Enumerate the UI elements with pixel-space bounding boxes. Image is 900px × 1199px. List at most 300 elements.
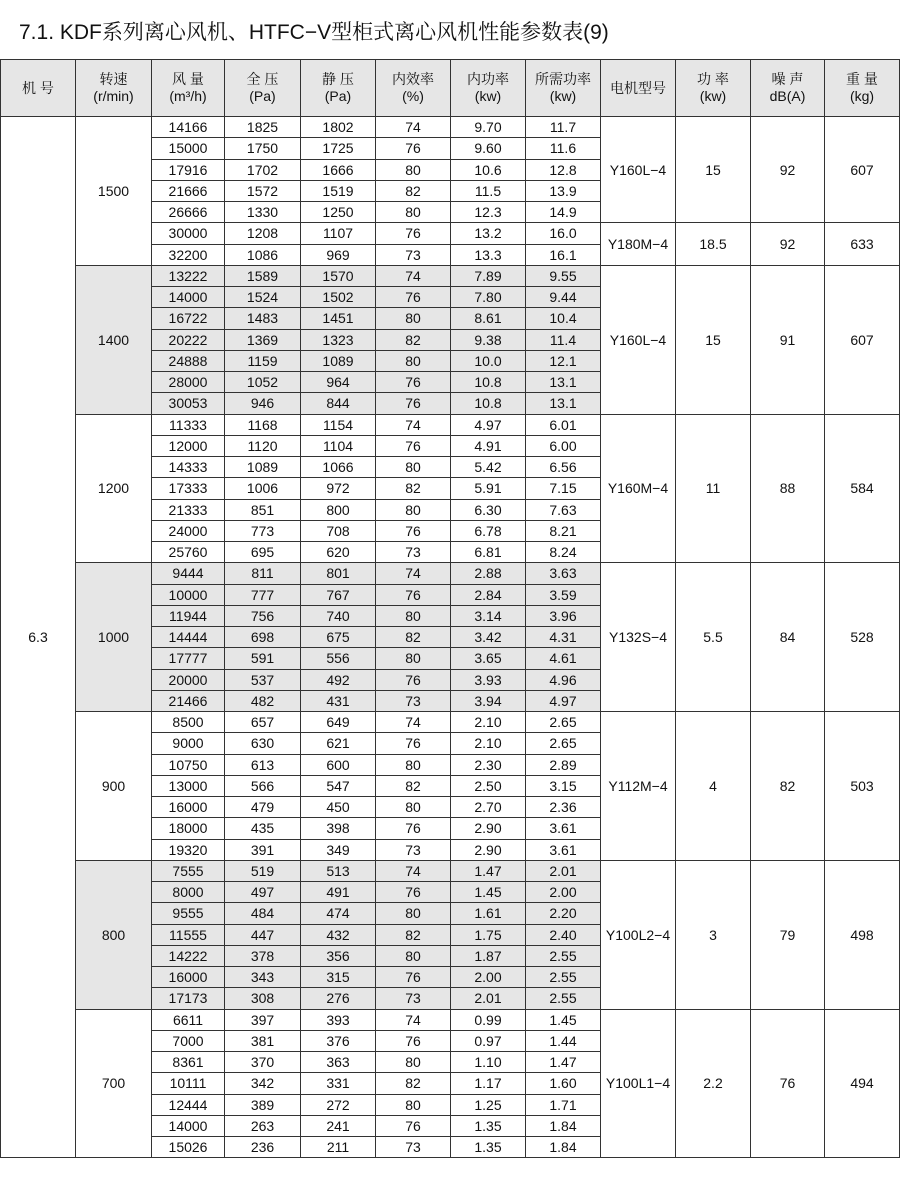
table-row [1,265,900,286]
airflow-cell: 14222 [152,945,225,966]
static-pressure-cell: 1323 [301,329,376,350]
total-pressure-cell: 435 [225,818,301,839]
airflow-cell: 13000 [152,775,225,796]
required-power-cell: 8.21 [526,520,601,541]
static-pressure-cell: 1666 [301,159,376,180]
airflow-cell: 8000 [152,882,225,903]
table-row [1,563,900,584]
total-pressure-cell: 657 [225,712,301,733]
airflow-cell: 8361 [152,1052,225,1073]
internal-efficiency-cell: 80 [376,1094,451,1115]
internal-efficiency-cell: 82 [376,775,451,796]
airflow-cell: 15000 [152,138,225,159]
internal-power-cell: 3.93 [451,669,526,690]
required-power-cell: 1.45 [526,1009,601,1030]
internal-power-cell: 4.97 [451,414,526,435]
weight-cell: 528 [825,563,900,712]
internal-power-cell: 2.70 [451,797,526,818]
airflow-cell: 11944 [152,605,225,626]
header-weight: 重 量 (kg) [825,60,900,117]
internal-efficiency-cell: 76 [376,733,451,754]
required-power-cell: 2.55 [526,988,601,1009]
internal-efficiency-cell: 74 [376,860,451,881]
static-pressure-cell: 393 [301,1009,376,1030]
airflow-cell: 18000 [152,818,225,839]
internal-power-cell: 1.35 [451,1115,526,1136]
internal-efficiency-cell: 80 [376,202,451,223]
internal-power-cell: 1.87 [451,945,526,966]
total-pressure-cell: 479 [225,797,301,818]
internal-power-cell: 3.94 [451,690,526,711]
airflow-cell: 20000 [152,669,225,690]
internal-power-cell: 1.61 [451,903,526,924]
static-pressure-cell: 272 [301,1094,376,1115]
static-pressure-cell: 600 [301,754,376,775]
internal-power-cell: 10.0 [451,350,526,371]
airflow-cell: 17173 [152,988,225,1009]
total-pressure-cell: 381 [225,1030,301,1051]
internal-power-cell: 5.42 [451,457,526,478]
internal-efficiency-cell: 76 [376,393,451,414]
required-power-cell: 13.9 [526,180,601,201]
internal-efficiency-cell: 76 [376,520,451,541]
static-pressure-cell: 621 [301,733,376,754]
static-pressure-cell: 315 [301,967,376,988]
airflow-cell: 13222 [152,265,225,286]
total-pressure-cell: 777 [225,584,301,605]
internal-power-cell: 3.65 [451,648,526,669]
motor-power-cell: 11 [676,414,751,563]
total-pressure-cell: 1052 [225,372,301,393]
total-pressure-cell: 447 [225,924,301,945]
required-power-cell: 16.0 [526,223,601,244]
internal-power-cell: 3.42 [451,627,526,648]
required-power-cell: 2.20 [526,903,601,924]
internal-efficiency-cell: 73 [376,244,451,265]
static-pressure-cell: 398 [301,818,376,839]
speed-cell: 1400 [76,265,152,414]
required-power-cell: 4.61 [526,648,601,669]
internal-efficiency-cell: 74 [376,117,451,138]
total-pressure-cell: 378 [225,945,301,966]
weight-cell: 503 [825,712,900,861]
internal-efficiency-cell: 73 [376,1137,451,1158]
required-power-cell: 9.44 [526,287,601,308]
total-pressure-cell: 851 [225,499,301,520]
required-power-cell: 2.40 [526,924,601,945]
total-pressure-cell: 370 [225,1052,301,1073]
airflow-cell: 17916 [152,159,225,180]
noise-cell: 91 [751,265,825,414]
required-power-cell: 3.59 [526,584,601,605]
internal-power-cell: 11.5 [451,180,526,201]
internal-efficiency-cell: 76 [376,435,451,456]
internal-efficiency-cell: 80 [376,797,451,818]
total-pressure-cell: 1006 [225,478,301,499]
internal-efficiency-cell: 76 [376,287,451,308]
table-row [1,414,900,435]
static-pressure-cell: 767 [301,584,376,605]
total-pressure-cell: 811 [225,563,301,584]
internal-power-cell: 2.01 [451,988,526,1009]
internal-power-cell: 6.81 [451,542,526,563]
internal-efficiency-cell: 74 [376,265,451,286]
airflow-cell: 26666 [152,202,225,223]
airflow-cell: 7555 [152,860,225,881]
internal-efficiency-cell: 76 [376,1030,451,1051]
internal-power-cell: 3.14 [451,605,526,626]
total-pressure-cell: 519 [225,860,301,881]
internal-power-cell: 2.90 [451,839,526,860]
internal-efficiency-cell: 73 [376,839,451,860]
total-pressure-cell: 1483 [225,308,301,329]
internal-efficiency-cell: 73 [376,988,451,1009]
required-power-cell: 10.4 [526,308,601,329]
airflow-cell: 30053 [152,393,225,414]
static-pressure-cell: 356 [301,945,376,966]
internal-efficiency-cell: 80 [376,605,451,626]
internal-efficiency-cell: 76 [376,669,451,690]
required-power-cell: 2.55 [526,967,601,988]
static-pressure-cell: 556 [301,648,376,669]
static-pressure-cell: 800 [301,499,376,520]
airflow-cell: 28000 [152,372,225,393]
internal-power-cell: 2.90 [451,818,526,839]
noise-cell: 88 [751,414,825,563]
header-speed: 转速 (r/min) [76,60,152,117]
internal-efficiency-cell: 80 [376,903,451,924]
static-pressure-cell: 432 [301,924,376,945]
static-pressure-cell: 349 [301,839,376,860]
internal-efficiency-cell: 82 [376,329,451,350]
total-pressure-cell: 1330 [225,202,301,223]
internal-efficiency-cell: 73 [376,542,451,563]
airflow-cell: 16722 [152,308,225,329]
header-airflow: 风 量 (m³/h) [152,60,225,117]
required-power-cell: 14.9 [526,202,601,223]
noise-cell: 76 [751,1009,825,1158]
internal-power-cell: 2.30 [451,754,526,775]
required-power-cell: 4.96 [526,669,601,690]
internal-efficiency-cell: 73 [376,690,451,711]
static-pressure-cell: 331 [301,1073,376,1094]
required-power-cell: 2.89 [526,754,601,775]
required-power-cell: 1.47 [526,1052,601,1073]
internal-efficiency-cell: 74 [376,563,451,584]
internal-power-cell: 1.10 [451,1052,526,1073]
header-required-power: 所需功率 (kw) [526,60,601,117]
noise-cell: 84 [751,563,825,712]
static-pressure-cell: 1250 [301,202,376,223]
required-power-cell: 2.36 [526,797,601,818]
static-pressure-cell: 649 [301,712,376,733]
total-pressure-cell: 1168 [225,414,301,435]
internal-efficiency-cell: 80 [376,1052,451,1073]
airflow-cell: 9000 [152,733,225,754]
static-pressure-cell: 620 [301,542,376,563]
motor-power-cell: 15 [676,265,751,414]
internal-efficiency-cell: 76 [376,1115,451,1136]
internal-efficiency-cell: 80 [376,754,451,775]
internal-power-cell: 0.99 [451,1009,526,1030]
motor-power-cell: 3 [676,860,751,1009]
total-pressure-cell: 695 [225,542,301,563]
static-pressure-cell: 1154 [301,414,376,435]
required-power-cell: 13.1 [526,372,601,393]
internal-power-cell: 2.88 [451,563,526,584]
header-motor-power: 功 率 (kw) [676,60,751,117]
motor-model-cell: Y112M−4 [601,712,676,861]
weight-cell: 498 [825,860,900,1009]
header-machine-no: 机 号 [1,60,76,117]
required-power-cell: 9.55 [526,265,601,286]
motor-power-cell: 5.5 [676,563,751,712]
table-row [1,117,900,138]
weight-cell: 607 [825,265,900,414]
internal-efficiency-cell: 74 [376,1009,451,1030]
internal-efficiency-cell: 74 [376,712,451,733]
airflow-cell: 16000 [152,797,225,818]
header-total-pressure: 全 压 (Pa) [225,60,301,117]
internal-power-cell: 1.17 [451,1073,526,1094]
internal-power-cell: 8.61 [451,308,526,329]
airflow-cell: 11333 [152,414,225,435]
motor-power-cell: 18.5 [676,223,751,266]
airflow-cell: 10111 [152,1073,225,1094]
required-power-cell: 12.8 [526,159,601,180]
motor-power-cell: 4 [676,712,751,861]
header-internal-power: 内功率 (kw) [451,60,526,117]
internal-power-cell: 5.91 [451,478,526,499]
required-power-cell: 3.96 [526,605,601,626]
internal-power-cell: 6.78 [451,520,526,541]
noise-cell: 82 [751,712,825,861]
internal-efficiency-cell: 76 [376,372,451,393]
internal-power-cell: 2.50 [451,775,526,796]
speed-cell: 700 [76,1009,152,1158]
static-pressure-cell: 513 [301,860,376,881]
airflow-cell: 6611 [152,1009,225,1030]
internal-power-cell: 9.60 [451,138,526,159]
total-pressure-cell: 756 [225,605,301,626]
internal-efficiency-cell: 76 [376,882,451,903]
required-power-cell: 3.61 [526,818,601,839]
internal-power-cell: 4.91 [451,435,526,456]
airflow-cell: 21466 [152,690,225,711]
static-pressure-cell: 1570 [301,265,376,286]
total-pressure-cell: 1825 [225,117,301,138]
internal-power-cell: 0.97 [451,1030,526,1051]
internal-power-cell: 10.6 [451,159,526,180]
motor-model-cell: Y160M−4 [601,414,676,563]
speed-cell: 800 [76,860,152,1009]
airflow-cell: 25760 [152,542,225,563]
page-title: 7.1. KDF系列离心风机、HTFC−V型柜式离心风机性能参数表(9) [19,21,609,44]
required-power-cell: 8.24 [526,542,601,563]
internal-efficiency-cell: 76 [376,223,451,244]
noise-cell: 92 [751,223,825,266]
required-power-cell: 3.61 [526,839,601,860]
table-row [1,1009,900,1030]
required-power-cell: 1.84 [526,1115,601,1136]
total-pressure-cell: 1750 [225,138,301,159]
internal-efficiency-cell: 74 [376,414,451,435]
header-noise: 噪 声 dB(A) [751,60,825,117]
internal-power-cell: 10.8 [451,393,526,414]
total-pressure-cell: 773 [225,520,301,541]
header-motor-model: 电机型号 [601,60,676,117]
required-power-cell: 12.1 [526,350,601,371]
total-pressure-cell: 342 [225,1073,301,1094]
internal-efficiency-cell: 82 [376,924,451,945]
header-row [1,60,900,117]
total-pressure-cell: 1369 [225,329,301,350]
total-pressure-cell: 389 [225,1094,301,1115]
total-pressure-cell: 1589 [225,265,301,286]
total-pressure-cell: 1572 [225,180,301,201]
required-power-cell: 2.01 [526,860,601,881]
total-pressure-cell: 698 [225,627,301,648]
static-pressure-cell: 211 [301,1137,376,1158]
required-power-cell: 6.01 [526,414,601,435]
speed-cell: 1200 [76,414,152,563]
total-pressure-cell: 1524 [225,287,301,308]
static-pressure-cell: 1104 [301,435,376,456]
airflow-cell: 21333 [152,499,225,520]
total-pressure-cell: 1086 [225,244,301,265]
motor-model-cell: Y160L−4 [601,117,676,223]
static-pressure-cell: 844 [301,393,376,414]
static-pressure-cell: 740 [301,605,376,626]
total-pressure-cell: 263 [225,1115,301,1136]
internal-efficiency-cell: 80 [376,499,451,520]
internal-power-cell: 6.30 [451,499,526,520]
static-pressure-cell: 1802 [301,117,376,138]
airflow-cell: 19320 [152,839,225,860]
static-pressure-cell: 1502 [301,287,376,308]
total-pressure-cell: 391 [225,839,301,860]
required-power-cell: 3.15 [526,775,601,796]
required-power-cell: 3.63 [526,563,601,584]
total-pressure-cell: 566 [225,775,301,796]
airflow-cell: 14000 [152,287,225,308]
internal-power-cell: 2.10 [451,712,526,733]
motor-model-cell: Y160L−4 [601,265,676,414]
static-pressure-cell: 1519 [301,180,376,201]
airflow-cell: 14444 [152,627,225,648]
airflow-cell: 24000 [152,520,225,541]
internal-efficiency-cell: 82 [376,1073,451,1094]
static-pressure-cell: 363 [301,1052,376,1073]
static-pressure-cell: 376 [301,1030,376,1051]
internal-efficiency-cell: 80 [376,945,451,966]
motor-model-cell: Y180M−4 [601,223,676,266]
required-power-cell: 4.97 [526,690,601,711]
required-power-cell: 1.44 [526,1030,601,1051]
airflow-cell: 32200 [152,244,225,265]
airflow-cell: 9444 [152,563,225,584]
airflow-cell: 24888 [152,350,225,371]
total-pressure-cell: 308 [225,988,301,1009]
motor-power-cell: 15 [676,117,751,223]
static-pressure-cell: 1107 [301,223,376,244]
static-pressure-cell: 450 [301,797,376,818]
airflow-cell: 14333 [152,457,225,478]
airflow-cell: 7000 [152,1030,225,1051]
total-pressure-cell: 1089 [225,457,301,478]
airflow-cell: 17777 [152,648,225,669]
static-pressure-cell: 547 [301,775,376,796]
airflow-cell: 21666 [152,180,225,201]
total-pressure-cell: 537 [225,669,301,690]
airflow-cell: 10000 [152,584,225,605]
static-pressure-cell: 492 [301,669,376,690]
motor-model-cell: Y132S−4 [601,563,676,712]
required-power-cell: 11.4 [526,329,601,350]
internal-power-cell: 2.00 [451,967,526,988]
total-pressure-cell: 397 [225,1009,301,1030]
total-pressure-cell: 236 [225,1137,301,1158]
internal-efficiency-cell: 82 [376,627,451,648]
static-pressure-cell: 964 [301,372,376,393]
table-body [1,117,900,1158]
internal-power-cell: 1.47 [451,860,526,881]
airflow-cell: 20222 [152,329,225,350]
internal-power-cell: 9.70 [451,117,526,138]
machine-no-cell: 6.3 [1,117,76,1158]
motor-model-cell: Y100L1−4 [601,1009,676,1158]
weight-cell: 584 [825,414,900,563]
total-pressure-cell: 484 [225,903,301,924]
required-power-cell: 1.60 [526,1073,601,1094]
airflow-cell: 14166 [152,117,225,138]
internal-power-cell: 1.25 [451,1094,526,1115]
internal-power-cell: 1.35 [451,1137,526,1158]
required-power-cell: 1.71 [526,1094,601,1115]
internal-power-cell: 10.8 [451,372,526,393]
internal-power-cell: 12.3 [451,202,526,223]
required-power-cell: 16.1 [526,244,601,265]
required-power-cell: 2.65 [526,733,601,754]
internal-power-cell: 13.3 [451,244,526,265]
total-pressure-cell: 1159 [225,350,301,371]
header-static-pressure: 静 压 (Pa) [301,60,376,117]
static-pressure-cell: 1066 [301,457,376,478]
internal-efficiency-cell: 80 [376,350,451,371]
static-pressure-cell: 491 [301,882,376,903]
airflow-cell: 16000 [152,967,225,988]
performance-table [0,59,900,1158]
airflow-cell: 9555 [152,903,225,924]
total-pressure-cell: 1120 [225,435,301,456]
required-power-cell: 6.00 [526,435,601,456]
internal-efficiency-cell: 80 [376,648,451,669]
total-pressure-cell: 591 [225,648,301,669]
internal-power-cell: 7.80 [451,287,526,308]
header-internal-efficiency: 内效率 (%) [376,60,451,117]
static-pressure-cell: 276 [301,988,376,1009]
motor-power-cell: 2.2 [676,1009,751,1158]
speed-cell: 1000 [76,563,152,712]
total-pressure-cell: 630 [225,733,301,754]
airflow-cell: 15026 [152,1137,225,1158]
required-power-cell: 2.55 [526,945,601,966]
total-pressure-cell: 946 [225,393,301,414]
internal-efficiency-cell: 82 [376,478,451,499]
required-power-cell: 7.15 [526,478,601,499]
airflow-cell: 10750 [152,754,225,775]
total-pressure-cell: 613 [225,754,301,775]
